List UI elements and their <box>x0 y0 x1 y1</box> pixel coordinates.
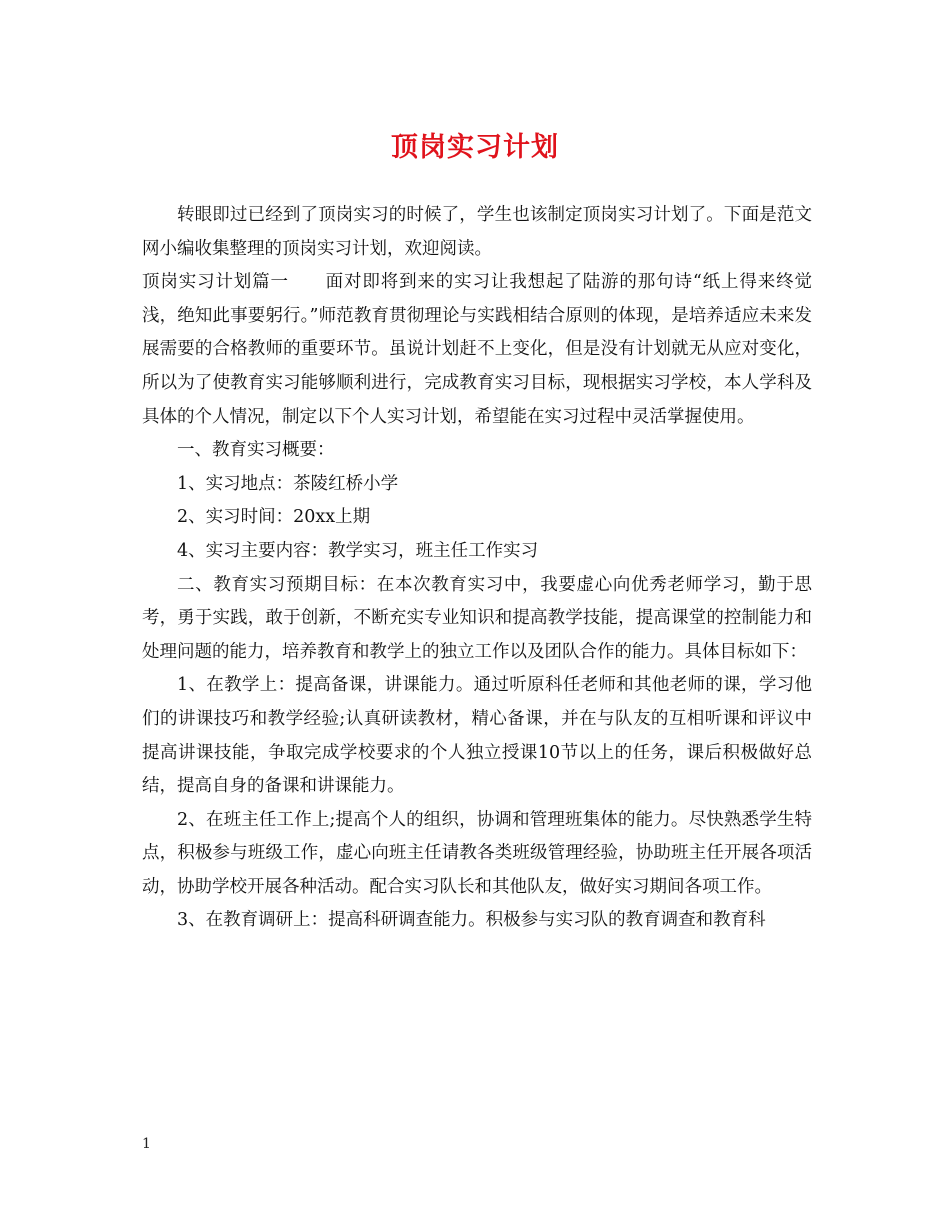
list-item-time: 2、实习时间：20xx上期 <box>177 507 371 528</box>
page-number: 1 <box>142 1136 151 1152</box>
class-teacher-goal-paragraph: 2、在班主任工作上;提高个人的组织，协调和管理班集体的能力。尽快熟悉学生特点，积极参与班级工作，虚心向班主任请教各类班级管理经验，协助班主任开展各项活动，协助学校开展各种活动。配合实习队长和其他队友，做好实习期间各项工作。 <box>142 809 812 897</box>
document-title: 顶岗实习计划 <box>391 132 559 163</box>
intro-paragraph: 转眼即过已经到了顶岗实习的时候了，学生也该制定顶岗实习计划了。下面是范文网小编收集整理的顶岗实习计划，欢迎阅读。 <box>142 205 812 259</box>
plan-intro-paragraph: 顶岗实习计划篇一 面对即将到来的实习让我想起了陆游的那句诗“纸上得来终觉浅，绝知此事要躬行。”师范教育贯彻理论与实践相结合原则的体现，是培养适应未来发展需要的合格教师的重要环节。虽说计划赶不上变化，但是没有计划就无从应对变化，所以为了使教育实习能够顺利进行，完成教育实习目标，现根据实习学校，本人学科及具体的个人情况，制定以下个人实习计划，希望能在实习过程中灵活掌握使用。 <box>142 272 812 427</box>
teaching-goal-paragraph: 1、在教学上：提高备课，讲课能力。通过听原科任老师和其他老师的课，学习他们的讲课技巧和教学经验;认真研读教材，精心备课，并在与队友的互相听课和评议中提高讲课技能，争取完成学校要求的个人独立授课10节以上的任务，课后积极做好总结，提高自身的备课和讲课能力。 <box>142 675 812 797</box>
list-item-content: 4、实习主要内容：教学实习，班主任工作实习 <box>177 540 539 561</box>
section-heading-overview: 一、教育实习概要： <box>177 440 335 461</box>
research-goal-paragraph: 3、在教育调研上：提高科研调查能力。积极参与实习队的教育调查和教育科 <box>177 910 766 931</box>
document-body <box>142 199 812 938</box>
goals-paragraph: 二、教育实习预期目标：在本次教育实习中，我要虚心向优秀老师学习，勤于思考，勇于实践，敢于创新，不断充实专业知识和提高教学技能，提高课堂的控制能力和处理问题的能力，培养教育和教学上的独立工作以及团队合作的能力。具体目标如下： <box>142 574 812 662</box>
list-item-location: 1、实习地点：茶陵红桥小学 <box>177 473 399 494</box>
